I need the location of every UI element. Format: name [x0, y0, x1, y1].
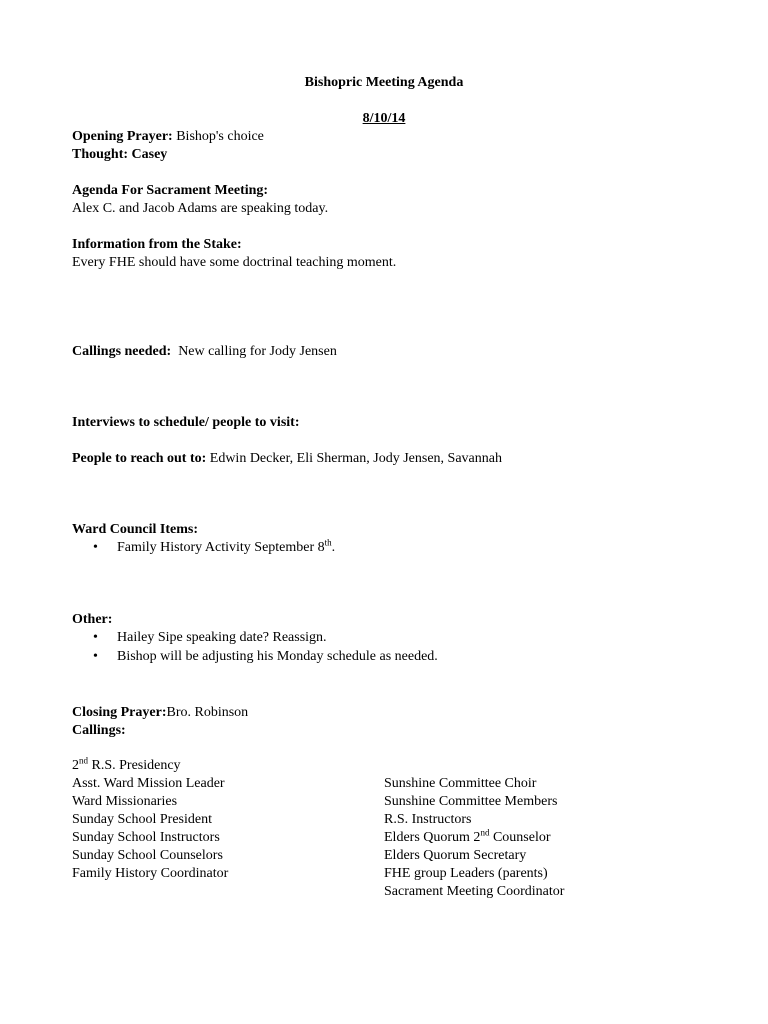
calling-eq-post: Counselor: [489, 830, 551, 845]
calling-left: Ward Missionaries: [72, 794, 178, 809]
calling-right: Sunshine Committee Choir: [384, 776, 537, 791]
calling-rs-presidency: [72, 757, 181, 775]
calling-right: Sacrament Meeting Coordinator: [384, 884, 565, 899]
calling-rs-sup: nd: [79, 755, 88, 766]
closing-prayer-value: Bro. Robinson: [166, 705, 249, 720]
calling-right: Sunshine Committee Members: [384, 794, 558, 809]
ward-council-item-text: Family History Activity September 8: [117, 540, 325, 555]
bullet-icon: •: [93, 540, 98, 555]
reach-out-line: [72, 450, 502, 468]
stake-heading: Information from the Stake:: [72, 237, 242, 252]
calling-rs-num: 2: [72, 758, 79, 773]
meeting-date: [0, 110, 768, 128]
thought-value: Casey: [131, 147, 168, 162]
sacrament-heading: Agenda For Sacrament Meeting:: [72, 183, 269, 198]
ward-council-item-sup: th: [324, 537, 332, 548]
interviews-heading: Interviews to schedule/ people to visit:: [72, 415, 300, 430]
sacrament-text: Alex C. and Jacob Adams are speaking today.: [72, 201, 329, 216]
calling-left: Sunday School Instructors: [72, 830, 220, 845]
page-title: Bishopric Meeting Agenda: [304, 75, 464, 90]
opening-prayer-line: [72, 128, 264, 146]
callings-needed-value: New calling for Jody Jensen: [178, 344, 337, 359]
callings-needed-label: Callings needed:: [72, 344, 172, 359]
calling-left: Sunday School President: [72, 812, 212, 827]
calling-right: R.S. Instructors: [384, 812, 472, 827]
thought-label: Thought:: [72, 147, 129, 162]
calling-right: [384, 829, 551, 847]
calling-eq-pre: Elders Quorum 2: [384, 830, 481, 845]
calling-left: Family History Coordinator: [72, 866, 229, 881]
calling-right: FHE group Leaders (parents): [384, 866, 548, 881]
stake-text: Every FHE should have some doctrinal teaching moment.: [72, 255, 397, 270]
reach-out-label: People to reach out to:: [72, 451, 207, 466]
closing-prayer-line: [72, 704, 248, 722]
other-item: Bishop will be adjusting his Monday schedule as needed.: [117, 649, 438, 664]
other-item: Hailey Sipe speaking date? Reassign.: [117, 630, 327, 645]
ward-council-item-tail: .: [331, 540, 336, 555]
calling-left: Sunday School Counselors: [72, 848, 223, 863]
thought-line: [72, 146, 167, 164]
ward-council-heading: Ward Council Items:: [72, 522, 198, 537]
calling-right: Elders Quorum Secretary: [384, 848, 527, 863]
opening-prayer-label: Opening Prayer:: [72, 129, 173, 144]
callings-needed-line: [72, 343, 337, 361]
closing-prayer-label: Closing Prayer:: [72, 705, 167, 720]
meeting-date-text: 8/10/14: [362, 111, 406, 126]
opening-prayer-value: Bishop's choice: [176, 129, 264, 144]
calling-rs-rest: R.S. Presidency: [88, 758, 181, 773]
other-heading: Other:: [72, 612, 113, 627]
ward-council-item: [117, 539, 335, 557]
reach-out-value: Edwin Decker, Eli Sherman, Jody Jensen, Savannah: [209, 451, 502, 466]
callings-heading: Callings:: [72, 723, 126, 738]
bullet-icon: •: [93, 649, 98, 664]
calling-eq-sup: nd: [480, 827, 490, 838]
calling-left: Asst. Ward Mission Leader: [72, 776, 225, 791]
bullet-icon: •: [93, 630, 98, 645]
